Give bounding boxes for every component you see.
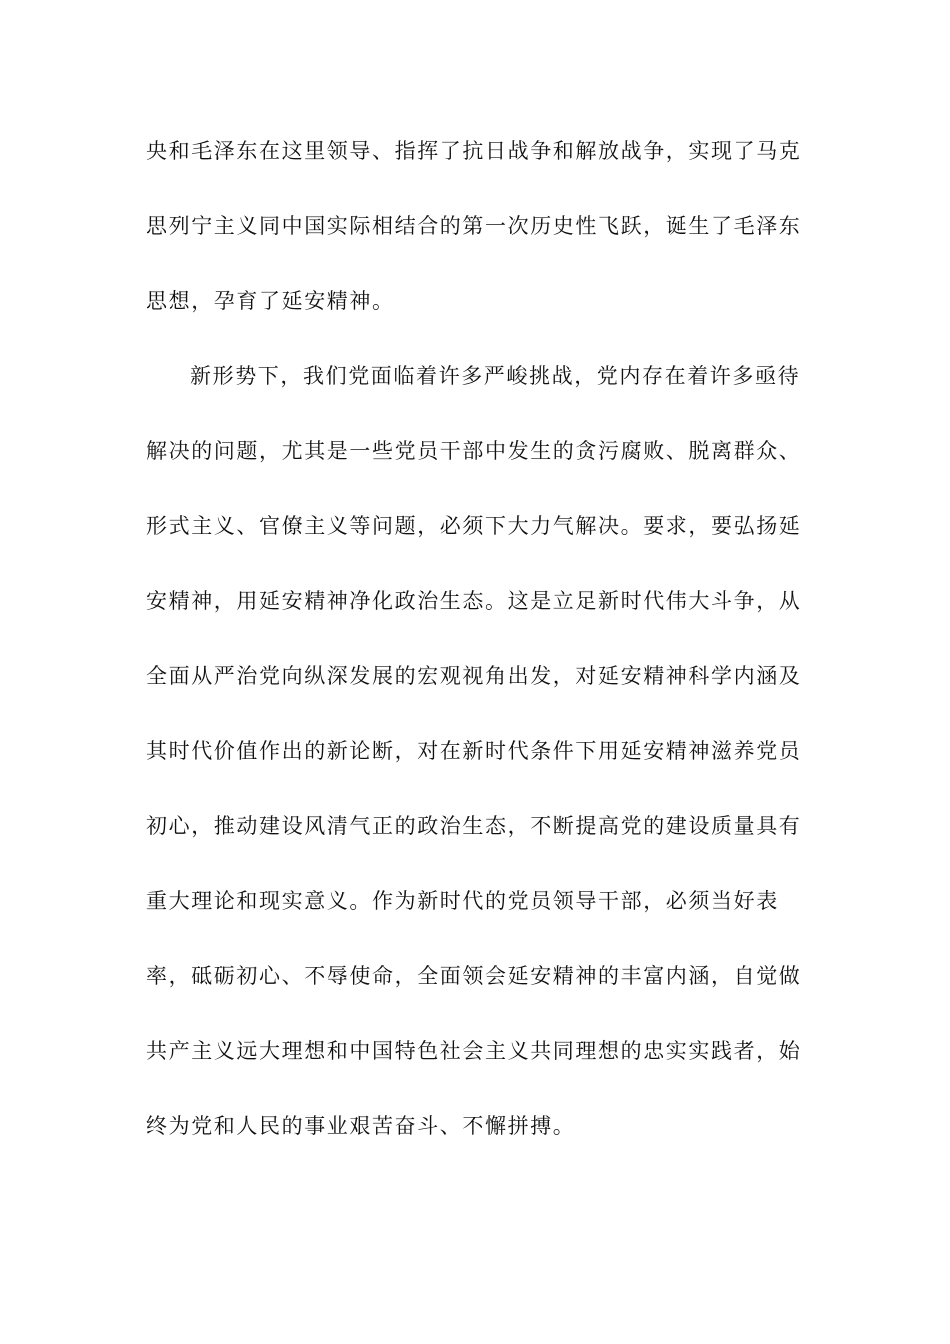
text-line-7: 安精神，用延安精神净化政治生态。这是立足新时代伟大斗争，从 <box>146 589 802 613</box>
text-line-4: 新形势下，我们党面临着许多严峻挑战，党内存在着许多亟待 <box>190 364 801 388</box>
text-line-13: 共产主义远大理想和中国特色社会主义共同理想的忠实实践者，始 <box>146 1039 802 1063</box>
text-line-12: 率，砥砺初心、不辱使命，全面领会延安精神的丰富内涵，自觉做 <box>146 964 802 988</box>
text-line-14: 终为党和人民的事业艰苦奋斗、不懈拼搏。 <box>146 1114 576 1138</box>
text-line-1: 央和毛泽东在这里领导、指挥了抗日战争和解放战争，实现了马克 <box>146 139 802 163</box>
body-text <box>146 128 806 1178</box>
text-line-9: 其时代价值作出的新论断，对在新时代条件下用延安精神滋养党员 <box>146 739 802 763</box>
text-line-5: 解决的问题，尤其是一些党员干部中发生的贪污腐败、脱离群众、 <box>146 439 802 463</box>
text-line-10: 初心，推动建设风清气正的政治生态，不断提高党的建设质量具有 <box>146 814 802 838</box>
text-line-6: 形式主义、官僚主义等问题，必须下大力气解决。要求，要弘扬延 <box>146 514 802 538</box>
text-line-3: 思想，孕育了延安精神。 <box>146 289 395 313</box>
text-line-8: 全面从严治党向纵深发展的宏观视角出发，对延安精神科学内涵及 <box>146 664 802 688</box>
text-line-11: 重大理论和现实意义。作为新时代的党员领导干部，必须当好表 <box>146 889 779 913</box>
text-line-2: 思列宁主义同中国实际相结合的第一次历史性飞跃，诞生了毛泽东 <box>146 214 802 238</box>
